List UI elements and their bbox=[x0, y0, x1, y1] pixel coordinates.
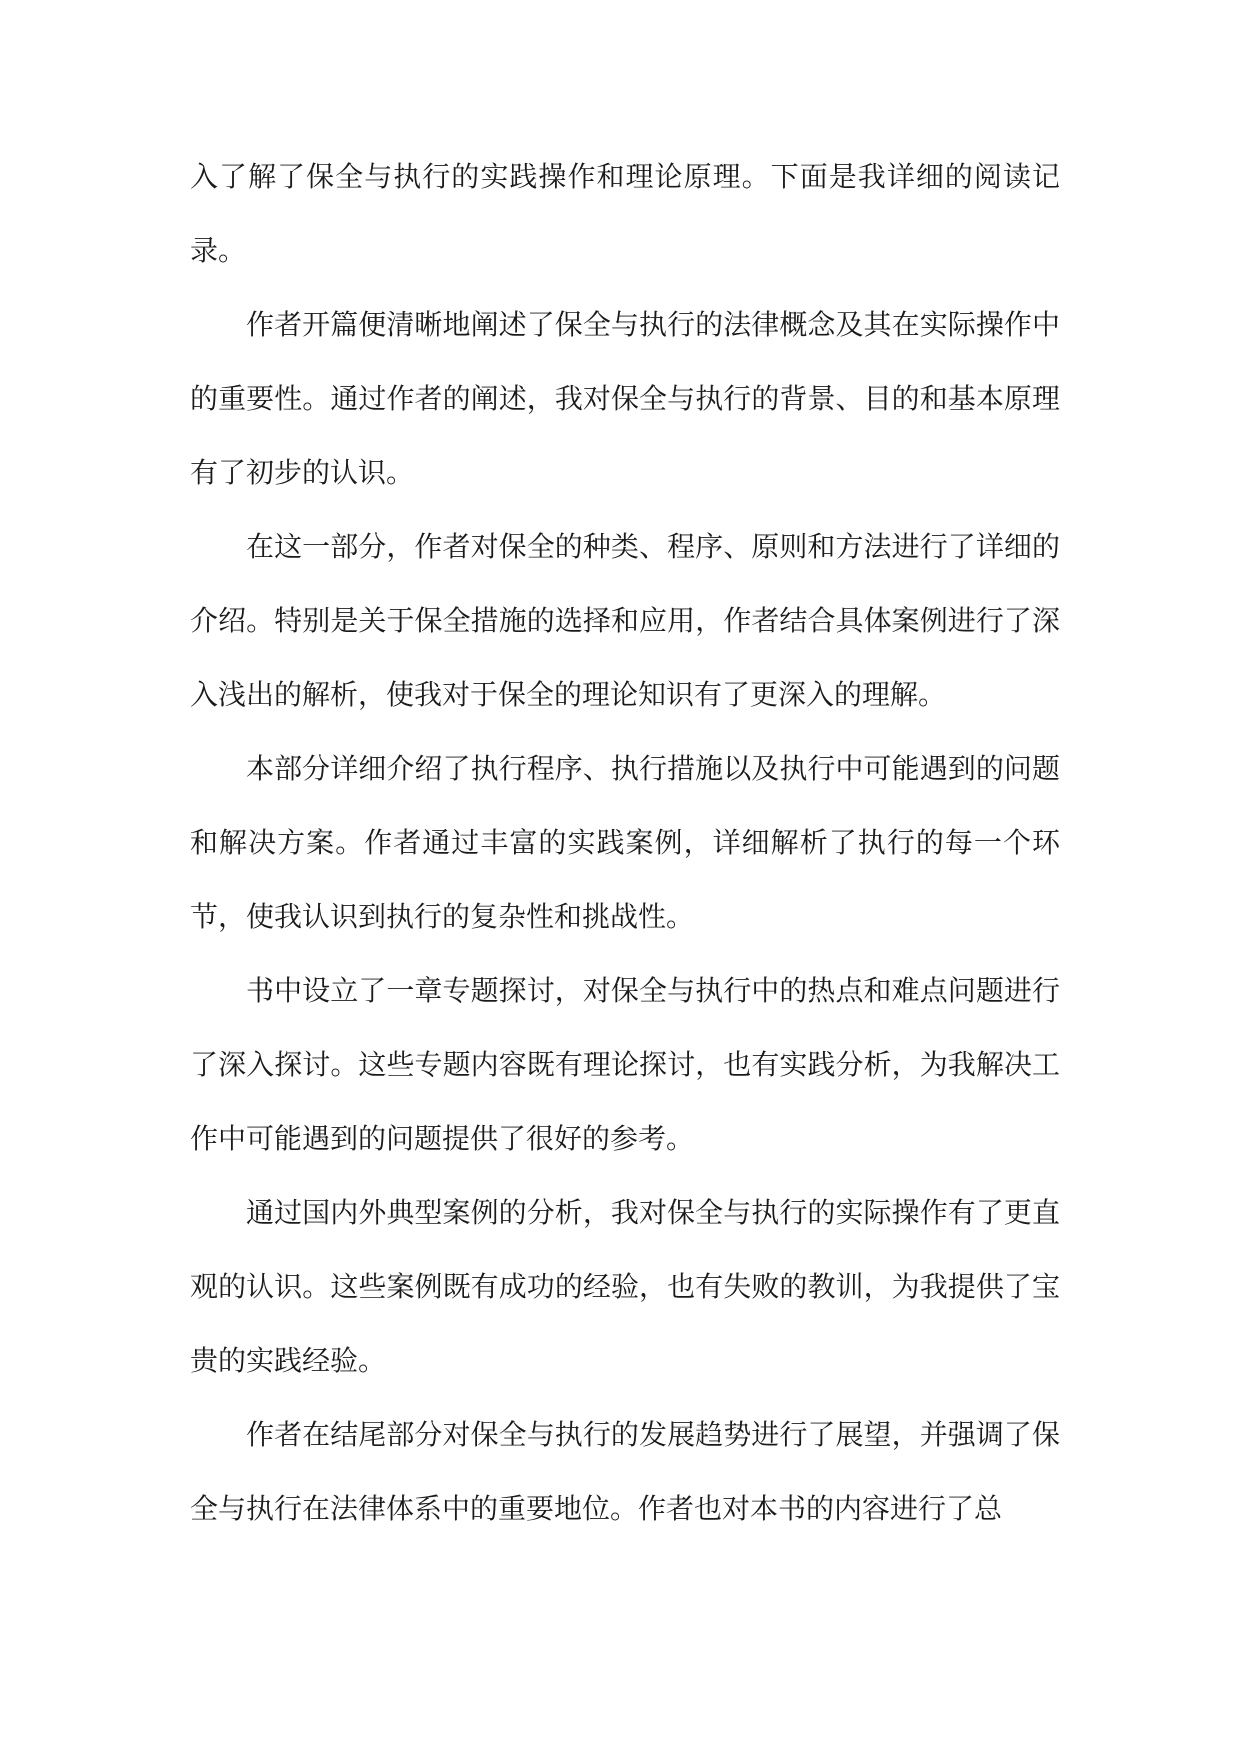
paragraph-preservation: 在这一部分，作者对保全的种类、程序、原则和方法进行了详细的介绍。特别是关于保全措施的选择和应用，作者结合具体案例进行了深入浅出的解析，使我对于保全的理论知识有了更深入的理解。 bbox=[190, 530, 1060, 711]
paragraph-conclusion: 作者在结尾部分对保全与执行的发展趋势进行了展望，并强调了保全与执行在法律体系中的重要地位。作者也对本书的内容进行了总 bbox=[190, 1418, 1060, 1525]
paragraph-special-topics: 书中设立了一章专题探讨，对保全与执行中的热点和难点问题进行了深入探讨。这些专题内容既有理论探讨，也有实践分析，为我解决工作中可能遇到的问题提供了很好的参考。 bbox=[190, 974, 1060, 1155]
body-text bbox=[190, 140, 1060, 1546]
paragraph-case-analysis: 通过国内外典型案例的分析，我对保全与执行的实际操作有了更直观的认识。这些案例既有成功的经验，也有失败的教训，为我提供了宝贵的实践经验。 bbox=[190, 1196, 1060, 1377]
paragraph-execution: 本部分详细介绍了执行程序、执行措施以及执行中可能遇到的问题和解决方案。作者通过丰富的实践案例，详细解析了执行的每一个环节，使我认识到执行的复杂性和挑战性。 bbox=[190, 752, 1060, 933]
paragraph-continued: 入了解了保全与执行的实践操作和理论原理。下面是我详细的阅读记录。 bbox=[190, 160, 1060, 267]
paragraph-overview: 作者开篇便清晰地阐述了保全与执行的法律概念及其在实际操作中的重要性。通过作者的阐述，我对保全与执行的背景、目的和基本原理有了初步的认识。 bbox=[190, 308, 1060, 489]
